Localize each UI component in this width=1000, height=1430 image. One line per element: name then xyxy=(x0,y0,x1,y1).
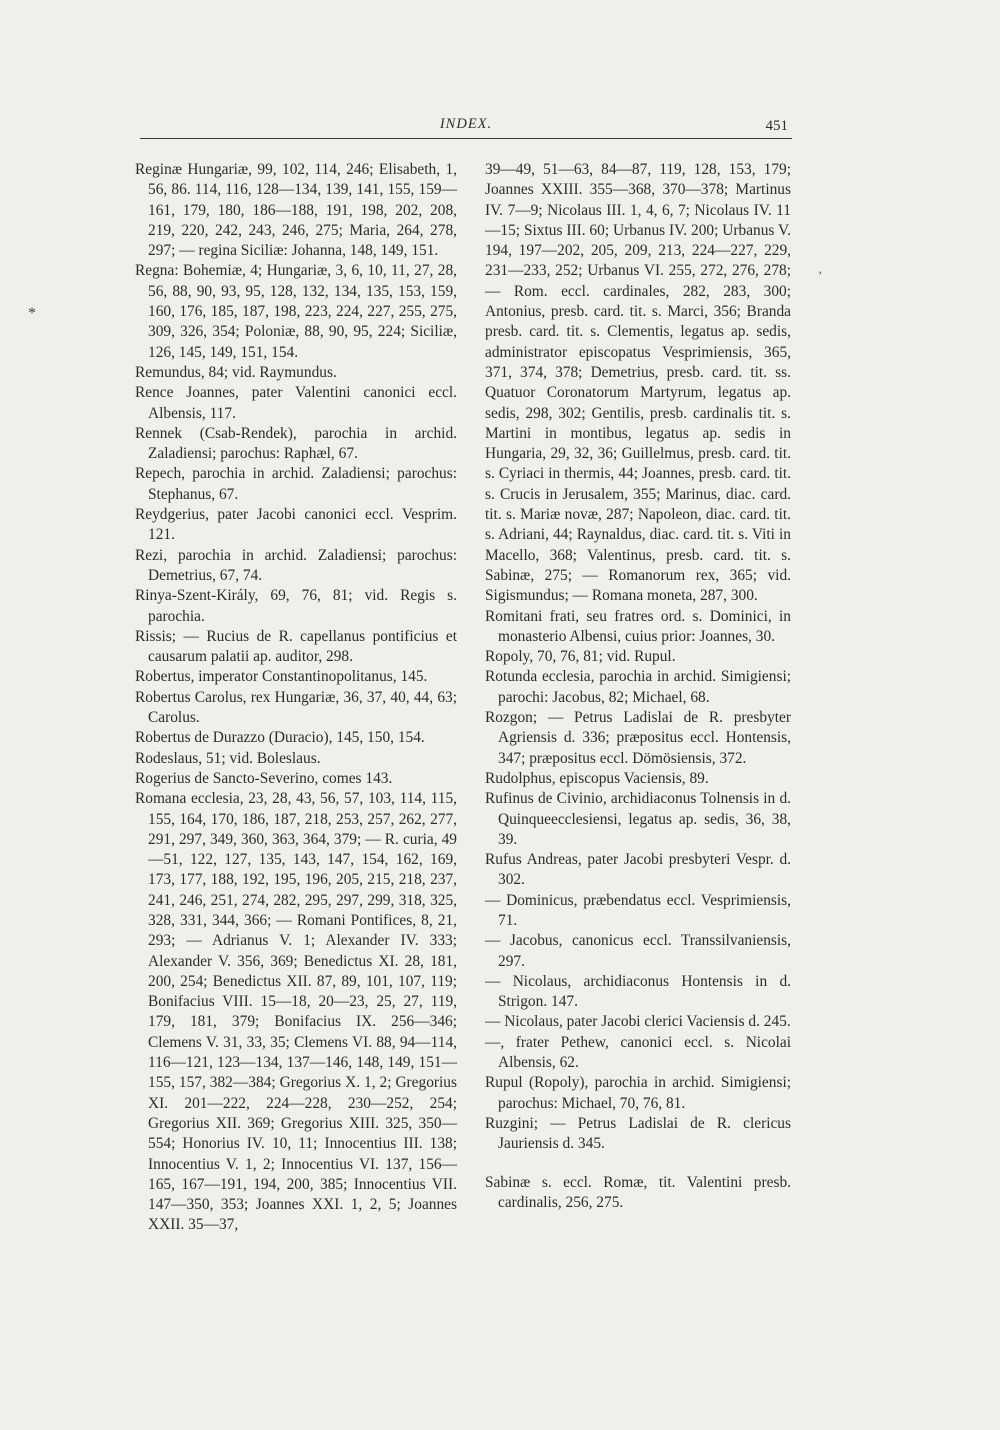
index-entry: Rufus Andreas, pater Jacobi presbyteri Vespr. d. 302. xyxy=(485,851,791,889)
index-entry: — Nicolaus, pater Jacobi clerici Vaciensis d. 245. xyxy=(485,1013,791,1031)
index-entry: Romana ecclesia, 23, 28, 43, 56, 57, 103, 114, 115, 155, 164, 170, 186, 187, 218, 253, 257, 262, 277, 291, 297, 349, 360, 363, 364, 379; — R. curia, 49—51, 122, 127, 135, 143, 147, 154, 162, 169, 173, 177, 188, 192, 195, 196, 205, 215, 218, 237, 241, 246, 251, 274, 282, 295, 297, 299, 318, 325, 328, 331, 344, 366; — Romani Pontifices, 8, 21, 293; — Adrianus V. 1; Alexander IV. 333; Alexander V. 356, 369; Benedictus XI. 28, 181, 200, 254; Benedictus XII. 87, 89, 101, 107, 119; Bonifacius VIII. 15—18, 20—23, 25, 27, 119, 179, 181, 379; Bonifacius IX. 256—346; Clemens V. 31, 33, 35; Clemens VI. 88, 94—114, 116—121, 123—134, 137—146, 148, 149, 151—155, 157, 382—384; Gregorius X. 1, 2; Gregorius XI. 201—222, 224—228, 230—252, 254; Gregorius XII. 369; Gregorius XIII. 325, 350—554; Honorius IV. 10, 11; Innocentius III. 138; Innocentius V. 1, 2; Innocentius VI. 137, 156—165, 167—191, 194, 200, 385; Innocentius VII. 147—350, 353; Joannes XXI. 1, 2, 5; Joannes XXII. 35—37, xyxy=(135,790,457,1234)
index-entry: Rudolphus, episcopus Vaciensis, 89. xyxy=(485,769,709,787)
index-entry: Reydgerius, pater Jacobi canonici eccl. Vesprim. 121. xyxy=(135,506,457,544)
index-entry: Rozgon; — Petrus Ladislai de R. presbyter Agriensis d. 336; præpositus eccl. Hontensis, 347; præpositus eccl. Dömösiensis, 372. xyxy=(485,709,791,767)
index-entry: Rence Joannes, pater Valentini canonici eccl. Albensis, 117. xyxy=(135,384,457,422)
index-entry: Rinya-Szent-Király, 69, 76, 81; vid. Regis s. parochia. xyxy=(135,587,457,625)
page-header xyxy=(140,108,792,139)
index-entry: Remundus, 84; vid. Raymundus. xyxy=(135,363,337,381)
index-column-right xyxy=(485,160,791,1213)
index-entry: Ruzgini; — Petrus Ladislai de R. clericus Jauriensis d. 345. xyxy=(485,1114,791,1153)
index-entry: Ropoly, 70, 76, 81; vid. Rupul. xyxy=(485,648,676,666)
index-entry: Robertus Carolus, rex Hungariæ, 36, 37, 40, 44, 63; Carolus. xyxy=(135,688,457,727)
index-entry: — Dominicus, præbendatus eccl. Vesprimiensis, 71. xyxy=(485,891,791,929)
index-entry: Rotunda ecclesia, parochia in archid. Simigiensi; parochi: Jacobus, 82; Michael, 68. xyxy=(485,668,791,706)
index-entry: — Nicolaus, archidiaconus Hontensis in d. Strigon. 147. xyxy=(485,972,791,1011)
index-entry: Rezi, parochia in archid. Zaladiensi; parochus: Demetrius, 67, 74. xyxy=(135,546,457,584)
index-entry: —, frater Pethew, canonici eccl. s. Nicolai Albensis, 62. xyxy=(485,1033,791,1072)
index-entry: Romitani frati, seu fratres ord. s. Dominici, in monasterio Albensi, cuius prior: Joannes, 30. xyxy=(485,607,791,645)
index-entry: Robertus de Durazzo (Duracio), 145, 150, 154. xyxy=(135,729,425,747)
index-entry: Reginæ Hungariæ, 99, 102, 114, 246; Elisabeth, 1, 56, 86. 114, 116, 128—134, 139, 141, 155, 159—161, 179, 180, 186—188, 191, 198, 202, 208, 219, 220, 242, 243, 246, 275; Maria, 264, 278, 297; — regina Siciliæ: Johanna, 148, 149, 151. xyxy=(135,161,457,260)
index-entry: Rennek (Csab-Rendek), parochia in archid. Zaladiensi; parochus: Raphæl, 67. xyxy=(135,424,457,463)
running-title: INDEX. xyxy=(439,116,493,132)
index-entry-continued: 39—49, 51—63, 84—87, 119, 128, 153, 179; Joannes XXIII. 355—368, 370—378; Martinus IV. 7—9; Nicolaus III. 1, 4, 6, 7; Nicolaus IV. 11—15; Sixtus III. 60; Urbanus IV. 200; Urbanus V. 194, 197—202, 205, 209, 213, 224—227, 229, 231—233, 252; Urbanus VI. 255, 272, 276, 278; — Rom. eccl. cardinales, 282, 283, 300; Antonius, presb. card. tit. s. Marci, 356; Branda presb. card. tit. s. Clementis, legatus ap. sedis, administrator episcopatus Vesprimiensis, 365, 371, 374, 378; Demetrius, presb. card. tit. ss. Quatuor Coronatorum Martyrum, legatus ap. sedis, 298, 302; Gentilis, presb. cardinalis tit. s. Martini in montibus, legatus ap. sedis in Hungaria, 29, 32, 36; Guillelmus, presb. card. tit. s. Cyriaci in thermis, 44; Joannes, presb. card. tit. s. Crucis in Jerusalem, 355; Marinus, diac. card. tit. s. Mariæ novæ, 287; Napoleon, diac. card. tit. s. Adriani, 44; Raynaldus, diac. card. tit. s. Viti in Macello, 368; Valentinus, presb. card. tit. s. Sabinæ, 275; — Romanorum rex, 365; vid. Sigismundus; — Romana moneta, 287, 300. xyxy=(485,161,791,605)
index-entry: Rogerius de Sancto-Severino, comes 143. xyxy=(135,769,393,787)
index-entry: Rufinus de Civinio, archidiaconus Tolnensis in d. Quinqueecclesiensi, legatus ap. sedis, 36, 38, 39. xyxy=(485,790,791,848)
index-entry: — Jacobus, canonicus eccl. Transsilvaniensis, 297. xyxy=(485,932,791,970)
index-entry: Regna: Bohemiæ, 4; Hungariæ, 3, 6, 10, 11, 27, 28, 56, 88, 90, 93, 95, 128, 132, 134, 135, 153, 159, 160, 176, 185, 187, 198, 223, 224, 227, 255, 275, 309, 326, 354; Poloniæ, 88, 90, 95, 224; Siciliæ, 126, 145, 149, 151, 154. xyxy=(135,262,457,361)
page-number: 451 xyxy=(765,118,788,134)
index-entry: Rissis; — Rucius de R. capellanus pontificius et causarum palatii ap. auditor, 298. xyxy=(135,627,457,666)
index-entry: Rodeslaus, 51; vid. Boleslaus. xyxy=(135,749,321,767)
index-column-left xyxy=(135,160,457,1236)
margin-mark-left: * xyxy=(28,305,36,322)
index-entry: Rupul (Ropoly), parochia in archid. Simigiensi; parochus: Michael, 70, 76, 81. xyxy=(485,1074,791,1112)
margin-mark-right: ʼ xyxy=(818,268,823,283)
index-entry: Repech, parochia in archid. Zaladiensi; parochus: Stephanus, 67. xyxy=(135,465,457,503)
index-entry: Robertus, imperator Constantinopolitanus, 145. xyxy=(135,668,428,686)
index-entry: Sabinæ s. eccl. Romæ, tit. Valentini presb. cardinalis, 256, 275. xyxy=(485,1173,791,1211)
